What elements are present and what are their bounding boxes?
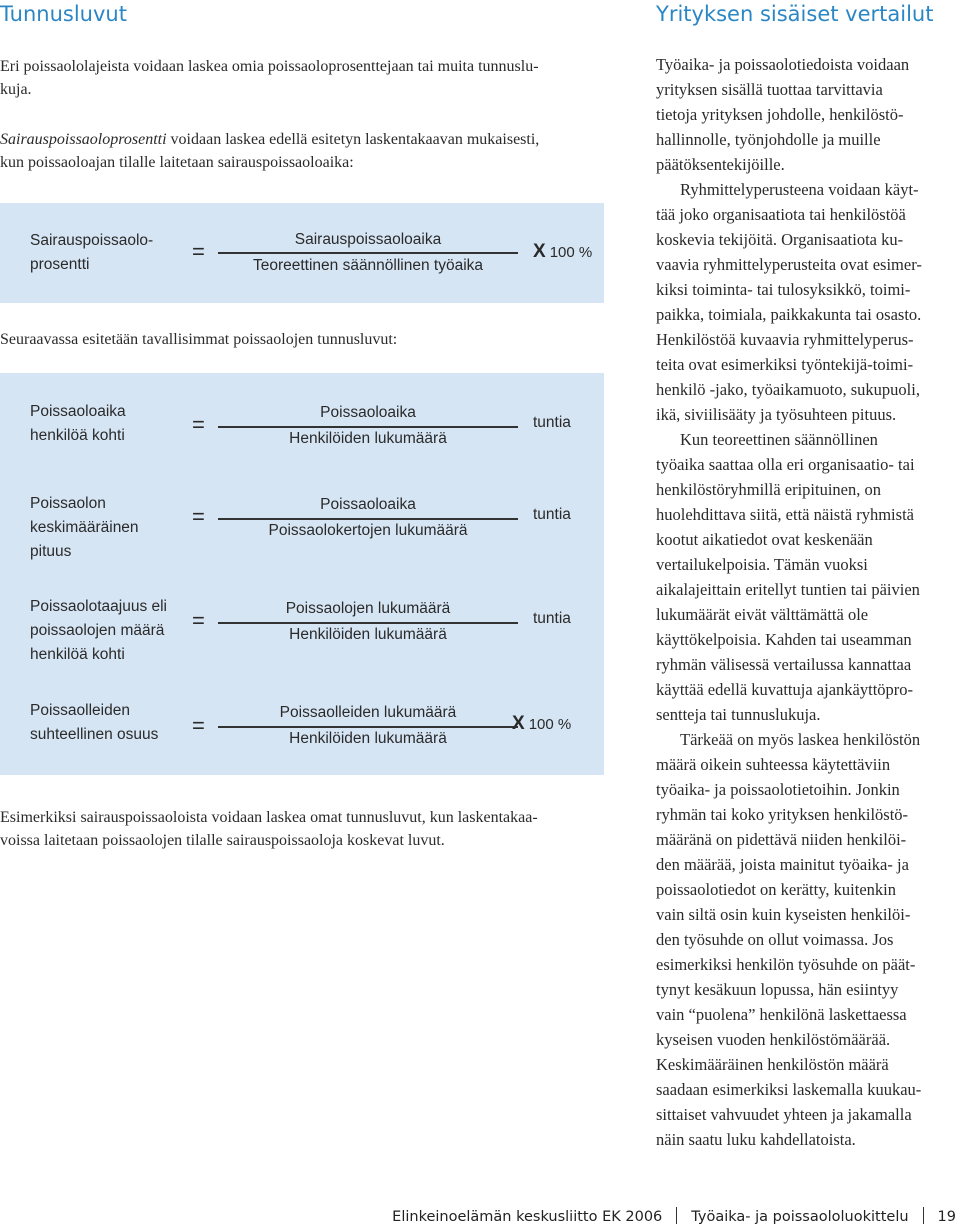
footer-separator <box>676 1207 677 1224</box>
body-paragraph <box>656 727 960 1152</box>
text-line: kun poissaoloajan tilalle laitetaan sairauspoissaoloaika: <box>0 154 354 171</box>
label-line: poissaolojen määrä <box>30 622 165 639</box>
next-paragraph: Seuraavassa esitetään tavallisimmat poissaolojen tunnusluvut: <box>0 331 398 348</box>
formula-label <box>30 400 126 448</box>
label-line: prosentti <box>30 256 90 273</box>
text-line: tynyt kesäkuun lopussa, hän esiintyy <box>656 980 899 999</box>
text-line: hallinnolle, työnjohdolle ja muille <box>656 130 881 149</box>
equals-sign: = <box>192 412 205 437</box>
label-line: Poissaolotaajuus eli <box>30 598 168 615</box>
fraction-bar <box>218 252 518 254</box>
formula-label <box>30 229 153 277</box>
label-line: Poissaolon <box>30 495 106 512</box>
text-line: den määrää, joista mainitut työaika- ja <box>656 855 909 874</box>
footer-separator <box>923 1207 924 1224</box>
fraction-bar <box>218 426 518 428</box>
text-line: den työsuhde on ollut voimassa. Jos <box>656 930 894 949</box>
label-line: pituus <box>30 543 72 560</box>
text-line: Kun teoreettinen säännöllinen <box>680 430 878 449</box>
text-line: tää joko organisaatiota tai henkilöstöä <box>656 205 906 224</box>
page-number: 19 <box>937 1209 956 1225</box>
text-line: henkilö -jako, työaikamuoto, sukupuoli, <box>656 380 920 399</box>
text-line: työaika saattaa olla eri organisaatio- tai <box>656 455 915 474</box>
footer-publisher: Elinkeinoelämän keskusliitto EK 2006 <box>392 1209 663 1225</box>
multiplier <box>512 713 571 735</box>
text-line: kyseisen vuoden henkilöstömäärää. <box>656 1030 891 1049</box>
multiplier <box>533 241 592 263</box>
factor-value: 100 % <box>528 716 572 733</box>
body-paragraph <box>656 52 960 177</box>
label-line: Sairauspoissaolo- <box>30 232 154 249</box>
formula-label <box>30 699 158 747</box>
text-line: Tärkeää on myös laskea henkilöstön <box>680 730 921 749</box>
fraction-bar <box>218 622 518 624</box>
text-line: koskevia tekijöitä. Organisaatiota ku- <box>656 230 904 249</box>
equals-sign: = <box>192 608 205 633</box>
formula-label <box>30 492 139 564</box>
text-line: Henkilöstöä kuvaavia ryhmittelyperus- <box>656 330 914 349</box>
fraction-numerator: Poissaoloaika <box>320 404 416 421</box>
text-line: näin saatu luku kahdellatoista. <box>656 1130 856 1149</box>
text-line: esimerkiksi henkilön työsuhde on päät- <box>656 955 916 974</box>
text-line: henkilöstöryhmillä eripituinen, on <box>656 480 882 499</box>
text-line: käyttökelpoisia. Kahden tai useamman <box>656 630 912 649</box>
text-line: aikalajeittain eritellyt tuntien tai päivien <box>656 580 920 599</box>
text-line: päätöksentekijöille. <box>656 155 785 174</box>
page-footer <box>392 1207 956 1225</box>
text-line: sittaiset vahvuudet yhteen ja jakamalla <box>656 1105 912 1124</box>
formula-box-indicators <box>0 373 604 775</box>
text-line: teita ovat esimerkiksi työntekijä-toimi- <box>656 355 914 374</box>
text-fragment: voidaan laskea edellä esitetyn laskentakaavan mukaisesti, <box>166 131 540 148</box>
section-heading-tunnusluvut: Tunnusluvut <box>0 2 127 26</box>
fraction-denominator: Henkilöiden lukumäärä <box>289 626 447 643</box>
unit-label: tuntia <box>533 506 571 523</box>
text-line: sentteja tai tunnuslukuja. <box>656 705 821 724</box>
equals-sign: = <box>192 504 205 529</box>
right-column-text <box>656 52 960 1152</box>
fraction-bar <box>218 518 518 520</box>
text-line: määrä oikein suhteessa käytettäviin <box>656 755 891 774</box>
sick-intro-paragraph <box>0 128 630 174</box>
text-line: saadaan esimerkiksi laskemalla kuukau- <box>656 1080 922 1099</box>
label-line: henkilöä kohti <box>30 646 125 663</box>
text-line: vaavia ryhmittelyperusteita ovat esimer- <box>656 255 922 274</box>
text-line: yrityksen sisällä tuottaa tarvittavia <box>656 80 883 99</box>
equals-sign: = <box>192 713 205 738</box>
section-heading-vertailut: Yrityksen sisäiset vertailut <box>656 2 934 26</box>
fraction-numerator: Poissaolojen lukumäärä <box>285 600 451 617</box>
text-line <box>0 128 630 151</box>
text-line: huolehdittava siitä, että näistä ryhmistä <box>656 505 914 524</box>
body-paragraph <box>656 177 960 427</box>
formula-label <box>30 595 167 667</box>
intro-paragraph <box>0 55 630 101</box>
formula-box-sickness <box>0 203 604 303</box>
label-line: henkilöä kohti <box>30 427 125 444</box>
text-line: vain “puolena” henkilönä laskettaessa <box>656 1005 907 1024</box>
label-line: Poissaolleiden <box>30 702 130 719</box>
fraction-bar <box>218 726 518 728</box>
text-line: tietoja yrityksen johdolle, henkilöstö- <box>656 105 904 124</box>
fraction-numerator: Poissaolleiden lukumäärä <box>279 704 457 721</box>
text-line: Ryhmittelyperusteena voidaan käyt- <box>680 180 919 199</box>
body-paragraph <box>656 427 960 727</box>
text-line: ryhmän välisessä vertailussa kannattaa <box>656 655 912 674</box>
text-line: kiksi toiminta- tai tulosyksikkö, toimi- <box>656 280 911 299</box>
fraction-denominator: Henkilöiden lukumäärä <box>289 730 447 747</box>
fraction-denominator: Poissaolokertojen lukumäärä <box>268 522 468 539</box>
text-line: lukumäärät eivät välttämättä ole <box>656 605 869 624</box>
text-line: voissa laitetaan poissaolojen tilalle sairauspoissaoloja koskevat luvut. <box>0 832 445 849</box>
times-sign: X <box>533 241 546 262</box>
label-line: Poissaoloaika <box>30 403 126 420</box>
text-line: poissaolotiedot on kerätty, kuitenkin <box>656 880 896 899</box>
text-line: määränä on pidettävä niiden henkilöi- <box>656 830 907 849</box>
text-line: työaika- ja poissaolotietoihin. Jonkin <box>656 780 900 799</box>
equals-sign: = <box>192 239 205 264</box>
times-sign: X <box>512 713 525 734</box>
label-line: suhteellinen osuus <box>30 726 159 743</box>
term-emphasis: Sairauspoissaoloprosentti <box>0 131 167 148</box>
text-line: kootut aikatiedot ovat keskenään <box>656 530 873 549</box>
text-line: käyttää edellä kuvattuja ajankäyttöpro- <box>656 680 914 699</box>
text-line: ikä, siviilisääty ja työsuhteen pituus. <box>656 405 897 424</box>
closing-paragraph <box>0 806 630 852</box>
text-line: vain siltä osin kuin kyseisten henkilöi- <box>656 905 911 924</box>
fraction-numerator: Sairauspoissaoloaika <box>294 231 442 248</box>
text-line: Eri poissaololajeista voidaan laskea omia poissaoloprosenttejaan tai muita tunnuslu- <box>0 58 539 75</box>
factor-value: 100 % <box>549 244 593 261</box>
text-line: Työaika- ja poissaolotiedoista voidaan <box>656 55 910 74</box>
fraction-denominator: Teoreettinen säännöllinen työaika <box>252 257 484 274</box>
text-line: Keskimääräinen henkilöstön määrä <box>656 1055 889 1074</box>
text-line: ryhmän tai koko yrityksen henkilöstö- <box>656 805 909 824</box>
text-line: paikka, toimiala, paikkakunta tai osasto. <box>656 305 922 324</box>
unit-label: tuntia <box>533 610 571 627</box>
label-line: keskimääräinen <box>30 519 139 536</box>
text-line: Esimerkiksi sairauspoissaoloista voidaan laskea omat tunnusluvut, kun laskentakaa- <box>0 809 538 826</box>
text-line: vertailukelpoisia. Tämän vuoksi <box>656 555 868 574</box>
fraction-denominator: Henkilöiden lukumäärä <box>289 430 447 447</box>
fraction-numerator: Poissaoloaika <box>320 496 416 513</box>
footer-title: Työaika- ja poissaololuokittelu <box>691 1209 909 1225</box>
unit-label: tuntia <box>533 414 571 431</box>
text-line: kuja. <box>0 81 32 98</box>
